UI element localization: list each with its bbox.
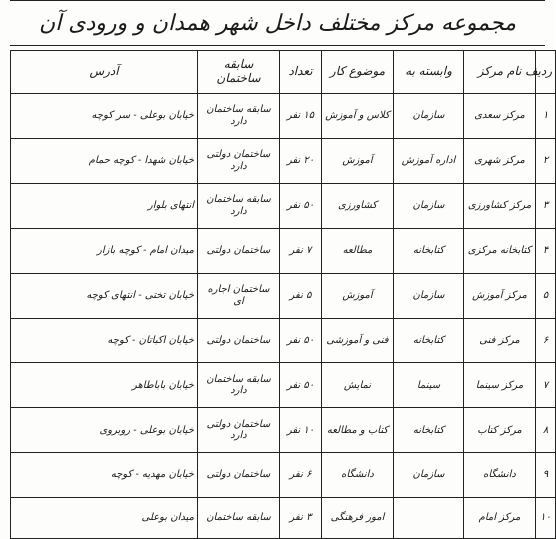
header-cell-subject: موضوع کار	[322, 51, 394, 94]
header-cell-dependency: وابسته به	[394, 51, 464, 94]
cell-address: خیابان بوعلی - روبروی	[11, 408, 198, 453]
cell-number: ۲	[536, 138, 556, 183]
cell-subject: مطالعه	[322, 228, 394, 273]
cell-name: مرکز کشاورزی	[464, 183, 536, 228]
cell-history: ساختمان دولتی	[198, 228, 280, 273]
cell-subject: کتاب و مطالعه	[322, 408, 394, 453]
header-row	[11, 51, 556, 94]
cell-subject: کلاس و آموزش	[322, 94, 394, 139]
cell-address: میدان امام - کوچه بازار	[11, 228, 198, 273]
cell-history: ساختمان دولتی دارد	[198, 138, 280, 183]
cell-count: ۵۰ نفر	[280, 183, 322, 228]
cell-address: خیابان تختی - انتهای کوچه	[11, 273, 198, 318]
cell-number: ۱	[536, 94, 556, 139]
cell-number: ۷	[536, 363, 556, 408]
cell-number: ۸	[536, 408, 556, 453]
cell-history: ساختمان دولتی	[198, 318, 280, 363]
cell-number: ۶	[536, 318, 556, 363]
cell-name: مرکز سعدی	[464, 94, 536, 139]
cell-count: ۶ نفر	[280, 453, 322, 498]
cell-address: میدان بوعلی	[11, 498, 198, 539]
header-cell-number: ردیف	[536, 51, 556, 94]
cell-subject: امور فرهنگی	[322, 498, 394, 539]
cell-address: خیابان باباطاهر	[11, 363, 198, 408]
cell-count: ۷ نفر	[280, 228, 322, 273]
cell-history: سابقه ساختمان دارد	[198, 363, 280, 408]
cell-count: ۱۰ نفر	[280, 408, 322, 453]
table-row	[11, 228, 556, 273]
cell-number: ۵	[536, 273, 556, 318]
cell-count: ۳ نفر	[280, 498, 322, 539]
header-cell-count: تعداد	[280, 51, 322, 94]
cell-subject: کشاورزی	[322, 183, 394, 228]
table-body	[11, 94, 556, 539]
cell-history: ساختمان اجاره ای	[198, 273, 280, 318]
cell-dependency: اداره آموزش	[394, 138, 464, 183]
cell-name: مرکز شهری	[464, 138, 536, 183]
table-row	[11, 183, 556, 228]
header-cell-history: سابقه ساختمان	[198, 51, 280, 94]
cell-number: ۱۰	[536, 498, 556, 539]
cell-name: دانشگاه	[464, 453, 536, 498]
table-row	[11, 273, 556, 318]
cell-address: خیابان بوعلی - سر کوچه	[11, 94, 198, 139]
cell-name: مرکز آموزش	[464, 273, 536, 318]
cell-dependency: سازمان	[394, 94, 464, 139]
cell-name: مرکز کتاب	[464, 408, 536, 453]
cell-dependency	[394, 498, 464, 539]
cell-number: ۹	[536, 453, 556, 498]
cell-name: کتابخانه مرکزی	[464, 228, 536, 273]
cell-history: سابقه ساختمان دارد	[198, 94, 280, 139]
cell-count: ۲۰ نفر	[280, 138, 322, 183]
cell-count: ۵ نفر	[280, 273, 322, 318]
table-row	[11, 318, 556, 363]
cell-history: سابقه ساختمان دارد	[198, 183, 280, 228]
cell-subject: دانشگاه	[322, 453, 394, 498]
cell-name: مرکز امام	[464, 498, 536, 539]
cell-address: خیابان مهدیه - کوچه	[11, 453, 198, 498]
cell-subject: آموزش	[322, 138, 394, 183]
cell-count: ۵۰ نفر	[280, 363, 322, 408]
cell-number: ۴	[536, 228, 556, 273]
cell-history: ساختمان دولتی	[198, 453, 280, 498]
cell-count: ۵۰ نفر	[280, 318, 322, 363]
cell-address: خیابان اکباتان - کوچه	[11, 318, 198, 363]
cell-name: مرکز سینما	[464, 363, 536, 408]
header-cell-name: نام مرکز	[464, 51, 536, 94]
table-row	[11, 498, 556, 539]
cell-subject: نمایش	[322, 363, 394, 408]
cell-dependency: کتابخانه	[394, 318, 464, 363]
cell-history: ساختمان دولتی دارد	[198, 408, 280, 453]
cell-number: ۳	[536, 183, 556, 228]
cell-history: سابقه ساختمان	[198, 498, 280, 539]
cell-dependency: سازمان	[394, 453, 464, 498]
cell-count: ۱۵ نفر	[280, 94, 322, 139]
cell-dependency: کتابخانه	[394, 408, 464, 453]
centers-table	[10, 50, 556, 539]
table-row	[11, 408, 556, 453]
table-row	[11, 94, 556, 139]
table-row	[11, 363, 556, 408]
header-cell-address: آدرس	[11, 51, 198, 94]
cell-subject: فنی و آموزشی	[322, 318, 394, 363]
cell-name: مرکز فنی	[464, 318, 536, 363]
table-row	[11, 138, 556, 183]
table-row	[11, 453, 556, 498]
cell-dependency: سازمان	[394, 183, 464, 228]
cell-address: خیابان شهدا - کوچه حمام	[11, 138, 198, 183]
cell-dependency: سینما	[394, 363, 464, 408]
cell-dependency: سازمان	[394, 273, 464, 318]
cell-subject: آموزش	[322, 273, 394, 318]
document-title: مجموعه مرکز مختلف داخل شهر همدان و ورودی آن	[10, 0, 545, 46]
cell-dependency: کتابخانه	[394, 228, 464, 273]
cell-address: انتهای بلوار	[11, 183, 198, 228]
